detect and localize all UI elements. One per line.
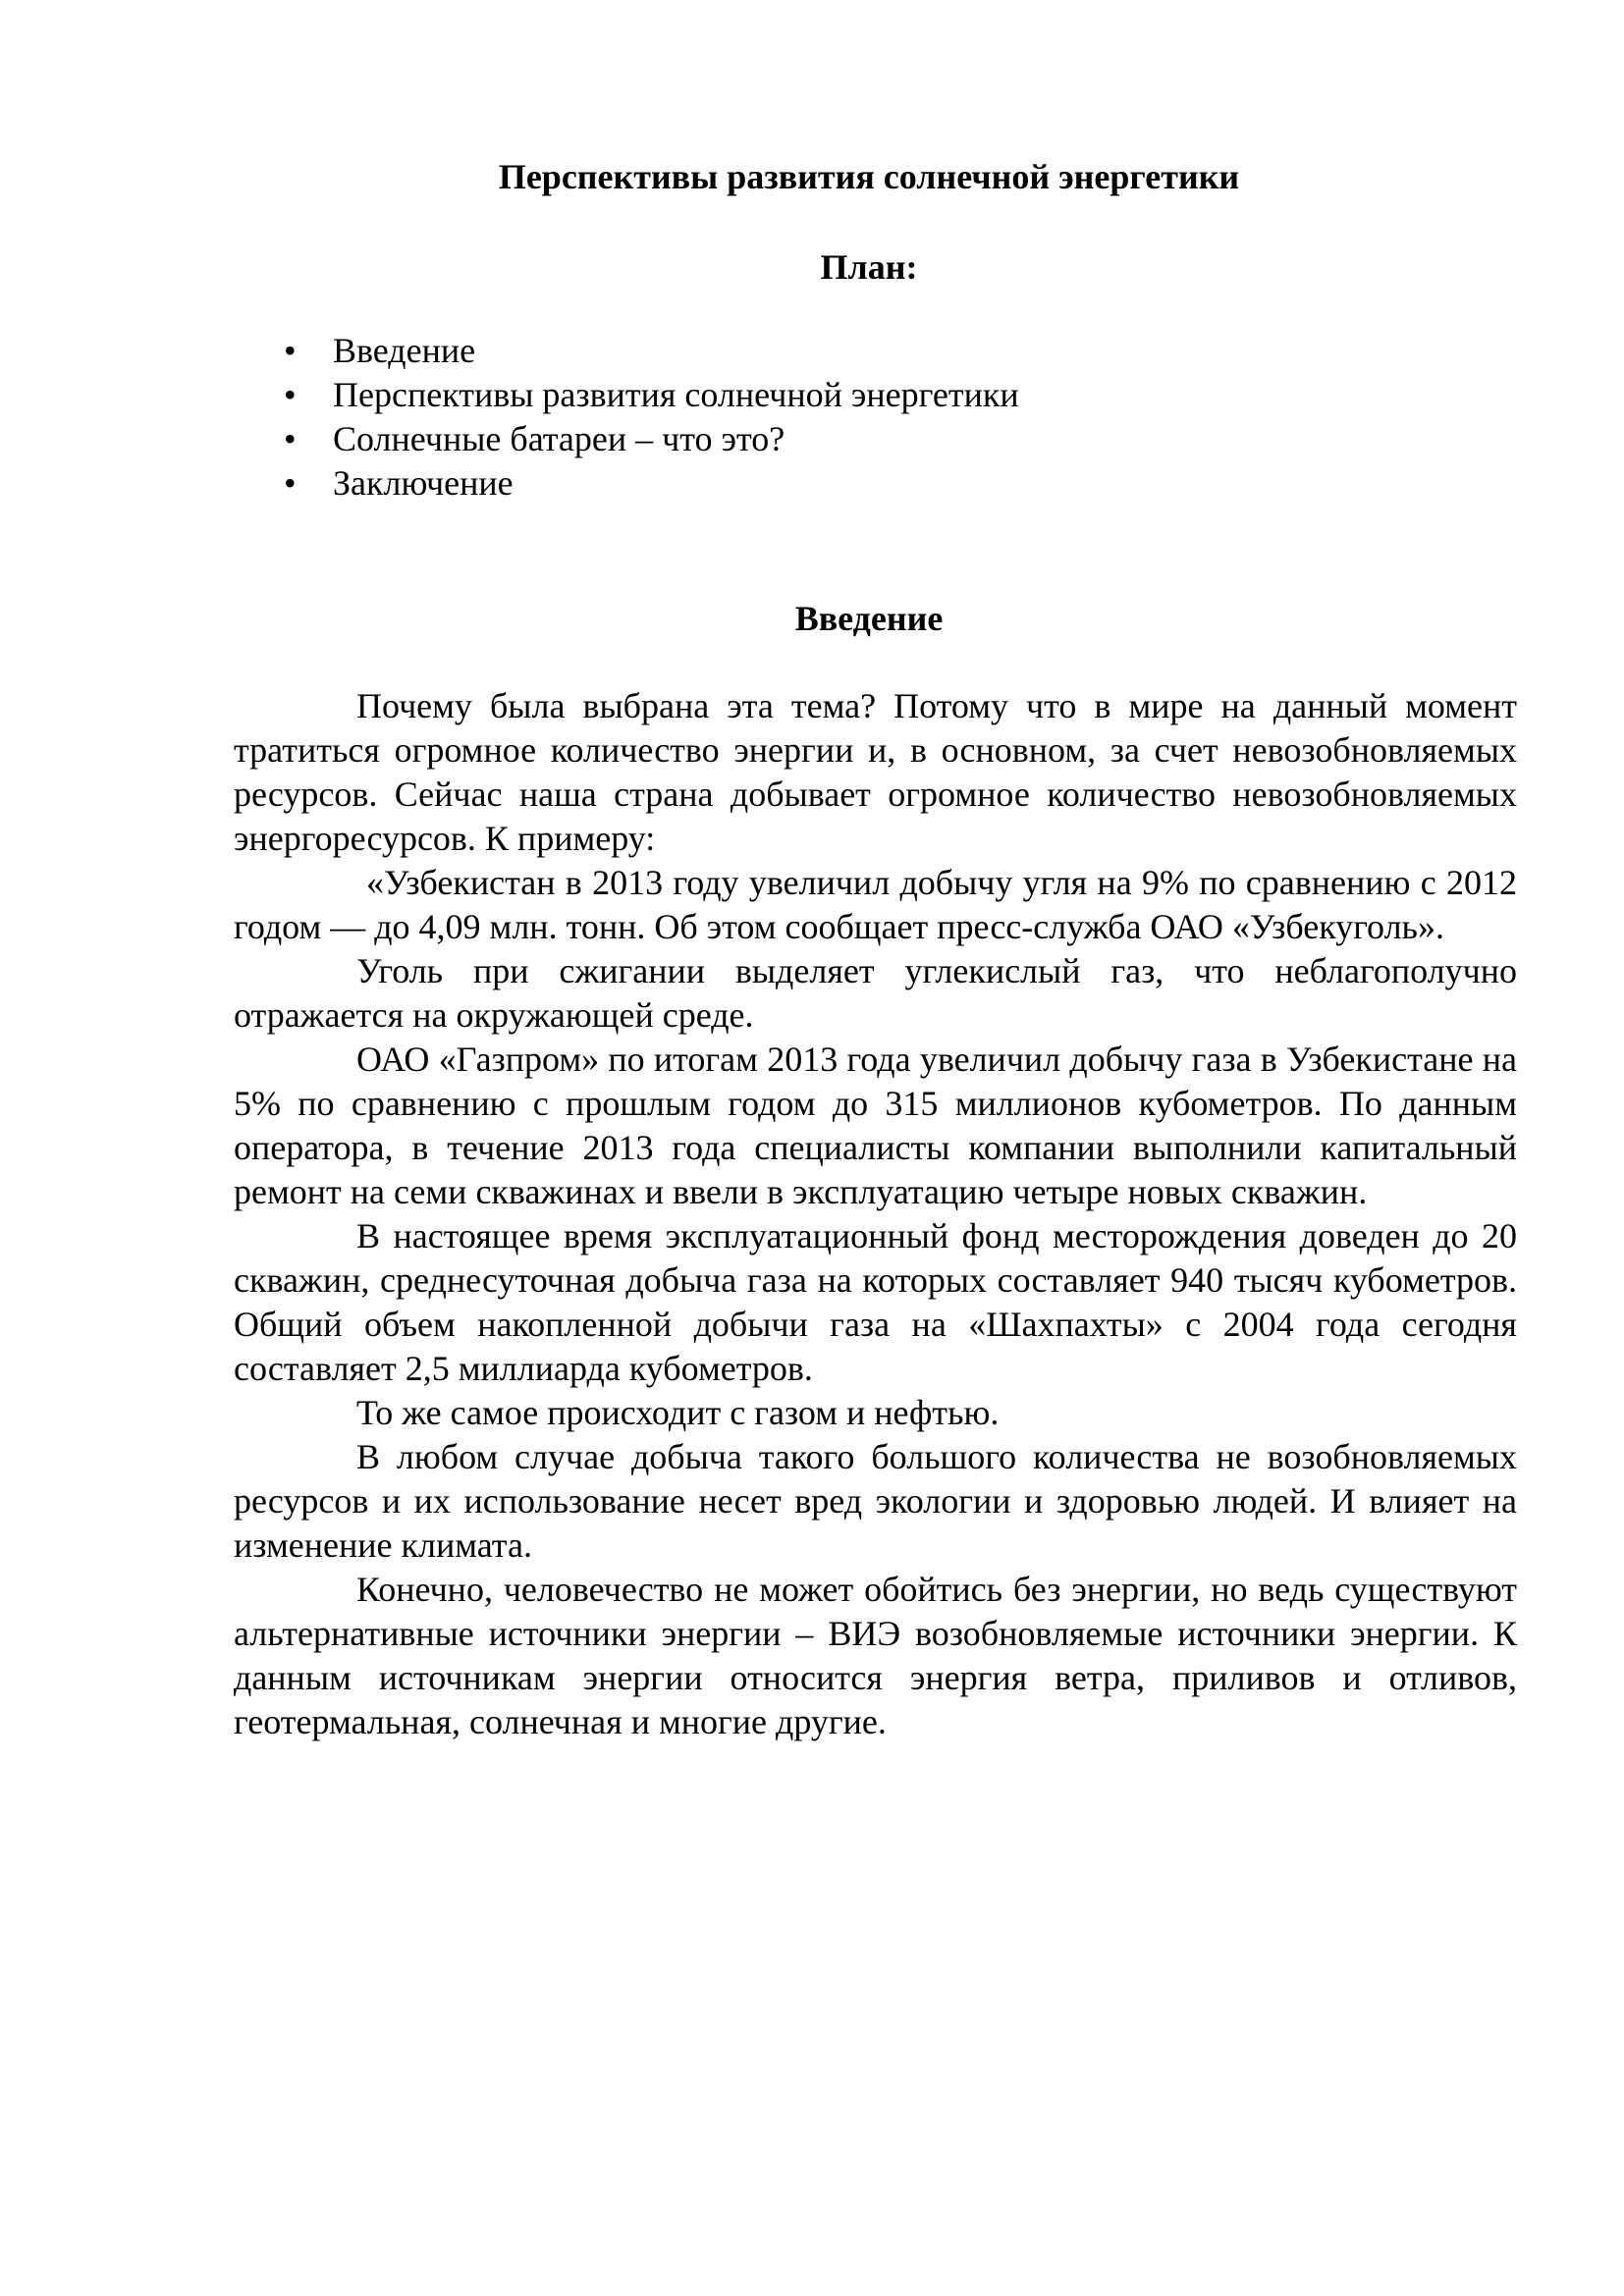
paragraph: Уголь при сжигании выделяет углекислый газ, что неблагополучно отражается на окружающей среде. (234, 951, 1517, 1035)
plan-heading: План: (820, 247, 918, 287)
bullet-icon: • (284, 331, 297, 370)
paragraph: То же самое происходит с газом и нефтью. (356, 1393, 1000, 1432)
quote-paragraph: «Узбекистан в 2013 году увеличил добычу угля на 9% по сравнению с 2012 годом — до 4,09 млн. тонн. Об этом сообщает пресс-служба ОАО «Узбекуголь». (234, 863, 1517, 946)
paragraph: ОАО «Газпром» по итогам 2013 года увеличил добычу газа в Узбекистане на 5% по сравнению с прошлым годом до 315 миллионов кубометров. По данным оператора, в течение 2013 года специалисты компании выполнили капитальный ремонт на семи скважинах и ввели в эксплуатацию четыре новых скважин. (234, 1040, 1517, 1211)
plan-item (280, 329, 1019, 373)
paragraph: Почему была выбрана эта тема? Потому что в мире на данный момент тратиться огромное количество энергии и, в основном, за счет невозобновляемых ресурсов. Сейчас наша страна добывает огромное количество невозобновляемых энергоресурсов. К примеру: (234, 686, 1517, 858)
plan-item-label: Солнечные батареи – что это? (333, 419, 785, 458)
plan-item-label: Заключение (333, 463, 514, 503)
bullet-icon: • (284, 419, 297, 458)
intro-body (234, 684, 1517, 1744)
intro-heading: Введение (794, 599, 944, 638)
paragraph: В любом случае добыча такого большого количества не возобновляемых ресурсов и их использование несет вред экологии и здоровью людей. И влияет на изменение климата. (234, 1437, 1517, 1565)
plan-item (280, 461, 1019, 506)
bullet-icon: • (284, 463, 297, 503)
paragraph: В настоящее время эксплуатационный фонд месторождения доведен до 20 скважин, среднесуточная добыча газа на которых составляет 940 тысяч кубометров. Общий объем накопленной добычи газа на «Шахпахты» с 2004 года сегодня составляет 2,5 миллиарда кубометров. (234, 1216, 1517, 1388)
plan-item (280, 373, 1019, 417)
paragraph: Конечно, человечество не может обойтись без энергии, но ведь существуют альтернативные источники энергии – ВИЭ возобновляемые источники энергии. К данным источникам энергии относится энергия ветра, приливов и отливов, геотермальная, солнечная и многие другие. (234, 1570, 1517, 1741)
plan-list (280, 329, 1019, 506)
plan-item-label: Введение (333, 331, 476, 370)
plan-item (280, 417, 1019, 461)
bullet-icon: • (284, 375, 297, 414)
document-title: Перспективы развития солнечной энергетики (498, 157, 1240, 196)
plan-item-label: Перспективы развития солнечной энергетики (333, 375, 1019, 414)
